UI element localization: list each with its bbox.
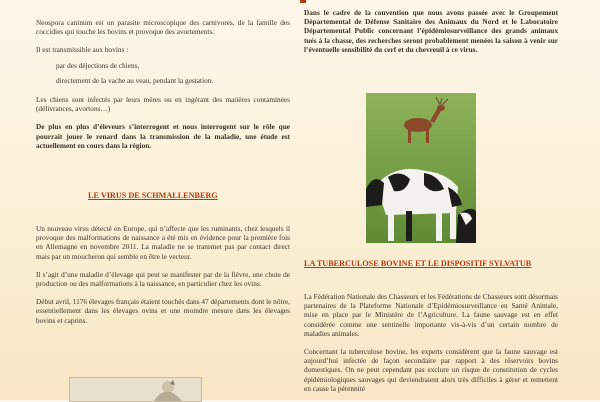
bottom-photo <box>69 377 202 402</box>
transmission-intro: Il est transmissible aux bovins : <box>36 45 129 55</box>
right-column-top <box>304 8 558 63</box>
top-divider-mark <box>300 0 306 3</box>
tuberculose-heading: LA TUBERCULOSE BOVINE ET LE DISPOSITIF SYLVATUB <box>304 259 532 268</box>
bottom-photo-illustration <box>70 378 201 401</box>
tuberculose-paragraph: Concernant la tuberculose bovine, les experts considèrent que la faune sauvage est aujourd’hui infectée de façon secondaire par rapport à des réservoirs bovins domestiques. On ne peut cependant pas exclure un risque de constitution de cycles épidémiologiques sauvages qui deviendraient alors très difficiles à gérer et remettent en cause la pérennité <box>304 347 558 393</box>
deer-and-cows-photo <box>366 93 476 243</box>
federation-paragraph: La Fédération Nationale des Chasseurs et les Fédérations de Chasseurs sont désormais partenaires de la Plateforme Nationale d’Epidémiosurveillance en Santé Animale, mise en place par le Ministère de l’Agriculture. La faune sauvage est en effet considérée comme une sentinelle importante vis-à-vis d’un certain nombre de maladies animales. <box>304 292 558 338</box>
photo-illustration <box>366 93 476 243</box>
schmallenberg-heading: LE VIRUS DE SCHMALLENBERG <box>88 191 218 200</box>
schmallenberg-paragraph-2: Il s’agit d’une maladie d’élevage qui peut se manifester par de la fièvre, une chute de production ou des malformations à la naissance, en particulier chez les ovins. <box>36 269 290 289</box>
schmallenberg-paragraph-1: Un nouveau virus détecté en Europe, qui n’affecte que les ruminants, chez lesquels il provoque des malformations de naissance a été mis en évidence pour la première fois en Allemagne en novembre 2011. La maladie ne se transmet pas par contact direct mais par un moucheron qui semble en être le vecteur. <box>36 224 290 261</box>
right-column-lower <box>304 292 558 402</box>
convention-paragraph: Dans le cadre de la convention que nous avons passée avec le Groupement Départemental de Défense Sanitaire des Animaux du Nord et le Laboratoire Départemental Public concernant l’épidémiosurveillance des grands animaux tués à la chasse, des recherches seront probablement menées la saison à venir sur l’éventuelle sensibilité du cerf et du chevreuil à ce virus. <box>304 8 558 54</box>
left-column <box>36 18 290 159</box>
left-column-lower <box>36 224 290 334</box>
renard-paragraph: De plus en plus d’éleveurs s’interrogent et nous interrogent sur le rôle que pourrait jouer le renard dans la transmission de la maladie, une étude est actuellement en cours dans la région. <box>36 122 290 150</box>
chiens-paragraph: Les chiens sont infectés par leurs mères ou en ingérant des matières contaminées (délivrances, avortons…) <box>36 95 290 114</box>
neospora-paragraph: Neospora caninum est un parasite microscopique des carnivores, de la famille des coccidies qui touche les bovins et provoque des avortements. <box>36 18 290 37</box>
transmission-item-2: directement de la vache au veau, pendant la gestation. <box>56 75 214 85</box>
schmallenberg-paragraph-3: Début avril, 1176 élevages français étaient touchés dans 47 départements dont le nôtre, essentiellement dans les élevages ovins et une moindre mesure dans les élevages bovins et caprins. <box>36 297 290 325</box>
transmission-item-1: par des déjections de chiens, <box>56 60 140 70</box>
